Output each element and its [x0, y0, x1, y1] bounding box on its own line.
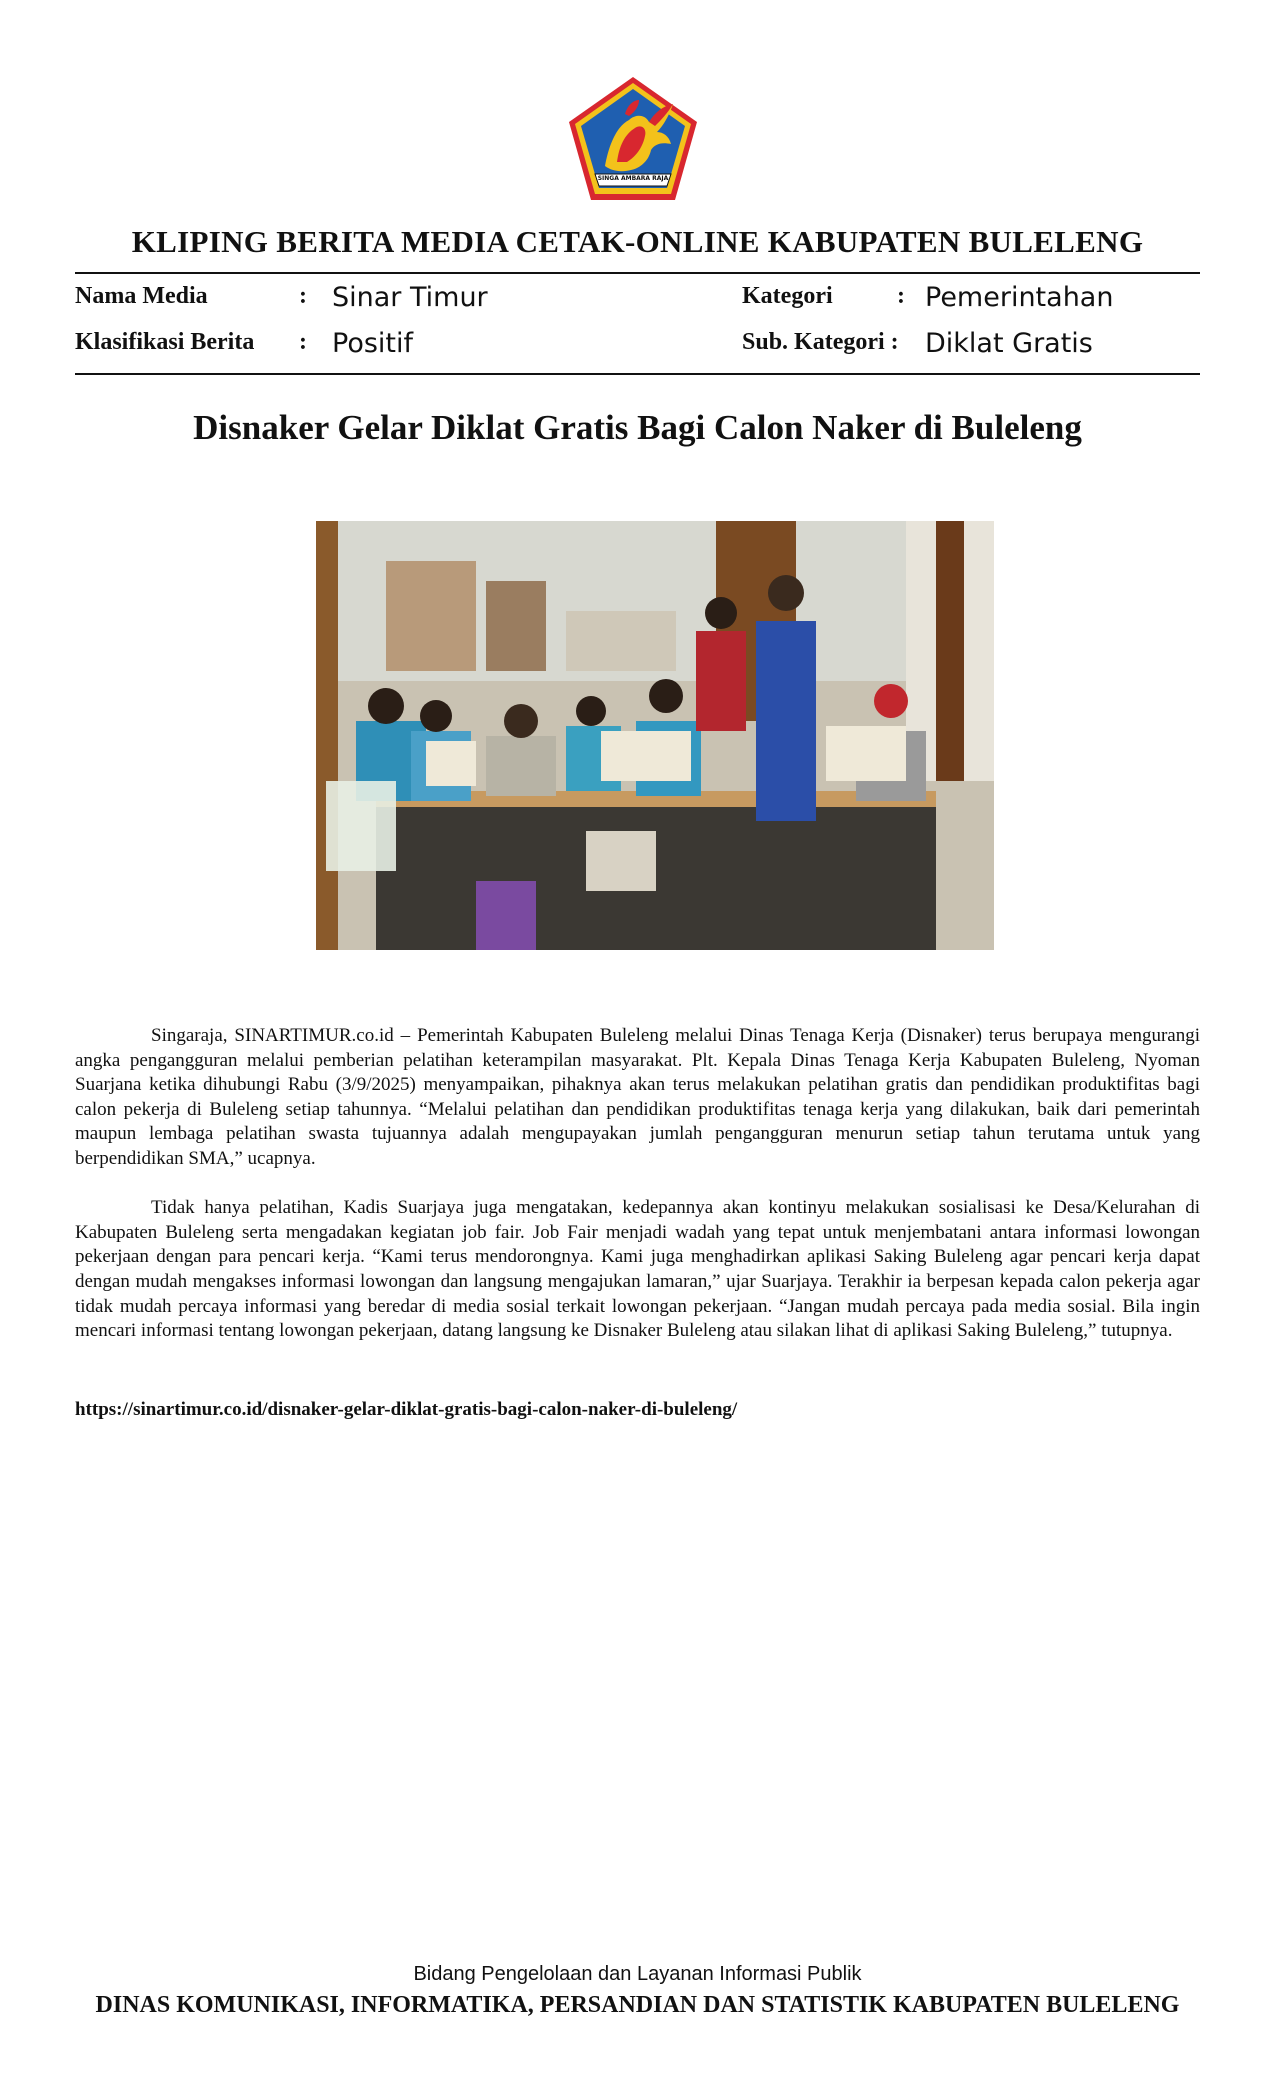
clipping-header-title: KLIPING BERITA MEDIA CETAK-ONLINE KABUPATEN BULELENG	[131, 224, 1144, 259]
category-colon: :	[897, 283, 905, 309]
category-value: Pemerintahan	[925, 282, 1114, 313]
source-link[interactable]: https://sinartimur.co.id/disnaker-gelar-diklat-gratis-bagi-calon-naker-di-buleleng/	[75, 1399, 738, 1420]
media-name-label: Nama Media	[75, 283, 208, 309]
category-label: Kategori	[742, 283, 833, 309]
subcategory-label: Sub. Kategori :	[742, 329, 899, 355]
logo-motto: SINGA AMBARA RAJA	[597, 175, 669, 182]
header-bottom-rule	[75, 373, 1200, 375]
classification-label: Klasifikasi Berita	[75, 329, 255, 355]
media-name-colon: :	[299, 283, 307, 309]
footer-office: DINAS KOMUNIKASI, INFORMATIKA, PERSANDIAN DAN STATISTIK KABUPATEN BULELENG	[95, 1992, 1180, 2018]
article-paragraph: Tidak hanya pelatihan, Kadis Suarjaya juga mengatakan, kedepannya akan kontinyu melakukan sosialisasi ke Desa/Kelurahan di Kabupaten Buleleng serta mengadakan kegiatan job fair. Job Fair menjadi wadah yang tepat untuk menjembatani antara informasi lowongan pekerjaan dengan para pencari kerja. “Kami terus mendorongnya. Kami juga menghadirkan aplikasi Saking Buleleng agar pencari kerja dapat dengan mudah mengakses informasi lowongan dan langsung mengajukan lamaran,” ujar Suarjaya. Terakhir ia berpesan kepada calon pekerja agar tidak mudah percaya informasi yang beredar di media sosial terkait lowongan pekerjaan. “Jangan mudah percaya pada media sosial. Bila ingin mencari informasi tentang lowongan pekerjaan, datang langsung ke Disnaker Buleleng atau silakan lihat di aplikasi Saking Buleleng,” tutupnya.	[75, 1197, 1200, 1342]
subcategory-value: Diklat Gratis	[925, 328, 1093, 359]
news-photo-sewing-class	[316, 521, 994, 950]
classification-value: Positif	[332, 328, 413, 359]
article-title: Disnaker Gelar Diklat Gratis Bagi Calon Naker di Buleleng	[193, 408, 1082, 447]
article-body	[75, 1024, 1200, 1368]
classification-colon: :	[299, 329, 307, 355]
footer-unit: Bidang Pengelolaan dan Layanan Informasi Publik	[413, 1963, 862, 1985]
buleleng-regency-logo	[565, 74, 701, 204]
header-top-rule	[75, 272, 1200, 274]
article-paragraph: Singaraja, SINARTIMUR.co.id – Pemerintah Kabupaten Buleleng melalui Dinas Tenaga Kerja (Disnaker) terus berupaya mengurangi angka pengangguran melalui pemberian pelatihan keterampilan masyarakat. Plt. Kepala Dinas Tenaga Kerja Kabupaten Buleleng, Nyoman Suarjana ketika dihubungi Rabu (3/9/2025) menyampaikan, pihaknya akan terus melakukan pelatihan gratis dan pendidikan produktifitas bagi calon pekerja di Buleleng setiap tahunnya. “Melalui pelatihan dan pendidikan produktifitas tenaga kerja yang dilakukan, baik dari pemerintah maupun lembaga pelatihan swasta tujuannya adalah mengupayakan jumlah pengangguran menurun setiap tahun terutama untuk yang berpendidikan SMA,” ucapnya.	[75, 1025, 1200, 1169]
media-name-value: Sinar Timur	[332, 282, 488, 313]
